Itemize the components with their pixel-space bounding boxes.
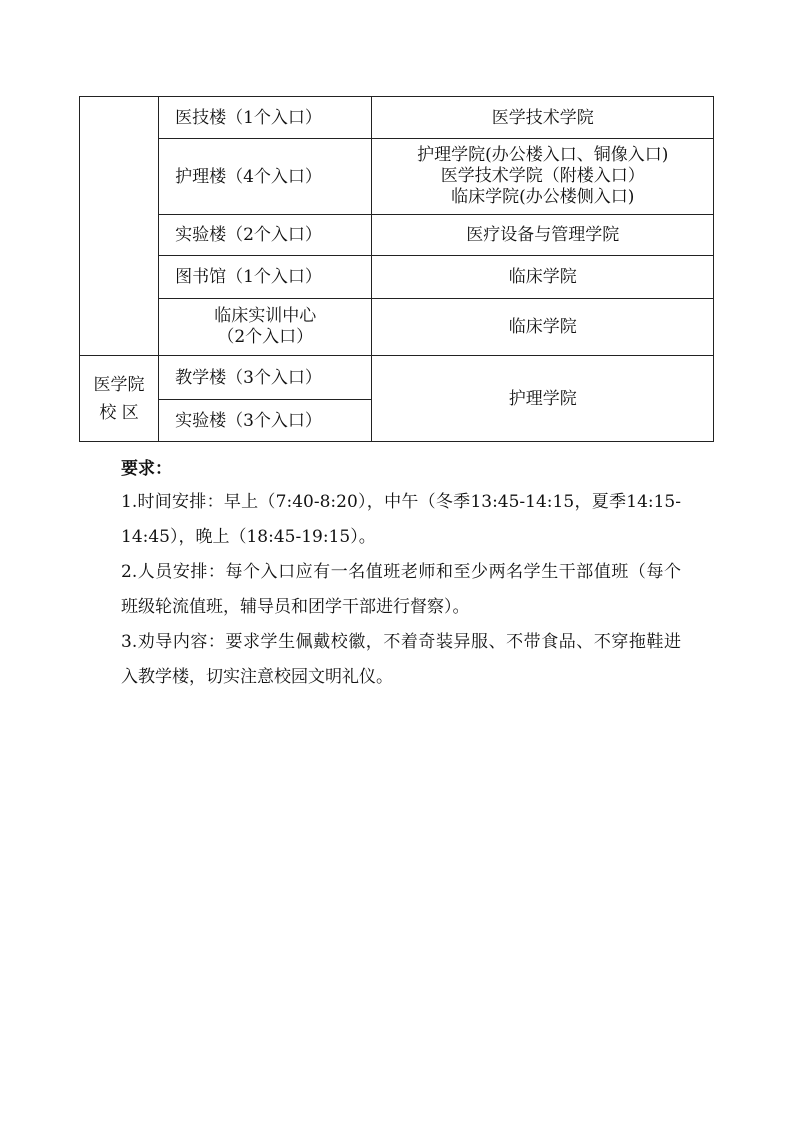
table-row (80, 139, 714, 215)
college-cell (372, 256, 714, 299)
building-cell: 实验楼（2个入口） (159, 215, 372, 256)
college-name: 医学技术学院 (491, 107, 594, 128)
requirements-heading: 要求： (121, 459, 172, 479)
campus-name-line: 校 区 (99, 402, 139, 423)
college-name: 临床学院 (508, 267, 577, 287)
building-cell: 教学楼（3个入口） (159, 356, 372, 400)
college-cell (372, 97, 714, 139)
table-row (80, 299, 714, 356)
building-name-line: 临床实训中心 (214, 306, 317, 326)
building-cell: 图书馆（1个入口） (159, 256, 372, 299)
college-name: 临床学院 (508, 317, 577, 337)
requirement-item-staff: 2.人员安排：每个入口应有一名值班老师和至少两名学生干部值班（每个班级轮流值班，辅导员和团学干部进行督察）。 (121, 562, 681, 617)
college-cell (372, 299, 714, 356)
duty-assignment-table (79, 96, 714, 442)
building-name-line: （2个入口） (217, 327, 314, 347)
building-cell: 医技楼（1个入口） (159, 97, 372, 139)
table-row (80, 256, 714, 299)
college-name: 护理学院(办公楼入口、铜像入口) (417, 145, 669, 165)
table-row (80, 97, 714, 139)
building-cell: 实验楼（3个入口） (159, 400, 372, 442)
campus-name-line: 医学院 (93, 374, 145, 395)
college-cell: 护理学院 (372, 356, 714, 442)
college-cell (372, 215, 714, 256)
building-cell (159, 299, 372, 356)
campus-cell (80, 356, 159, 442)
college-cell (372, 139, 714, 215)
campus-cell-blank (80, 97, 159, 356)
building-cell: 护理楼（4个入口） (159, 139, 372, 215)
requirement-item-time: 1.时间安排：早上（7:40-8:20），中午（冬季13:45-14:15，夏季14:15-14:45），晚上（18:45-19:15）。 (121, 492, 681, 547)
college-name: 医学技术学院（附楼入口） (440, 166, 645, 186)
college-name: 临床学院(办公楼侧入口) (451, 187, 635, 207)
requirement-item-content: 3.劝导内容：要求学生佩戴校徽，不着奇装异服、不带食品、不穿拖鞋进入教学楼，切实注意校园文明礼仪。 (121, 632, 681, 687)
college-name: 医疗设备与管理学院 (466, 225, 620, 245)
table-row (80, 356, 714, 400)
table-row (80, 215, 714, 256)
requirements-section (121, 455, 681, 695)
